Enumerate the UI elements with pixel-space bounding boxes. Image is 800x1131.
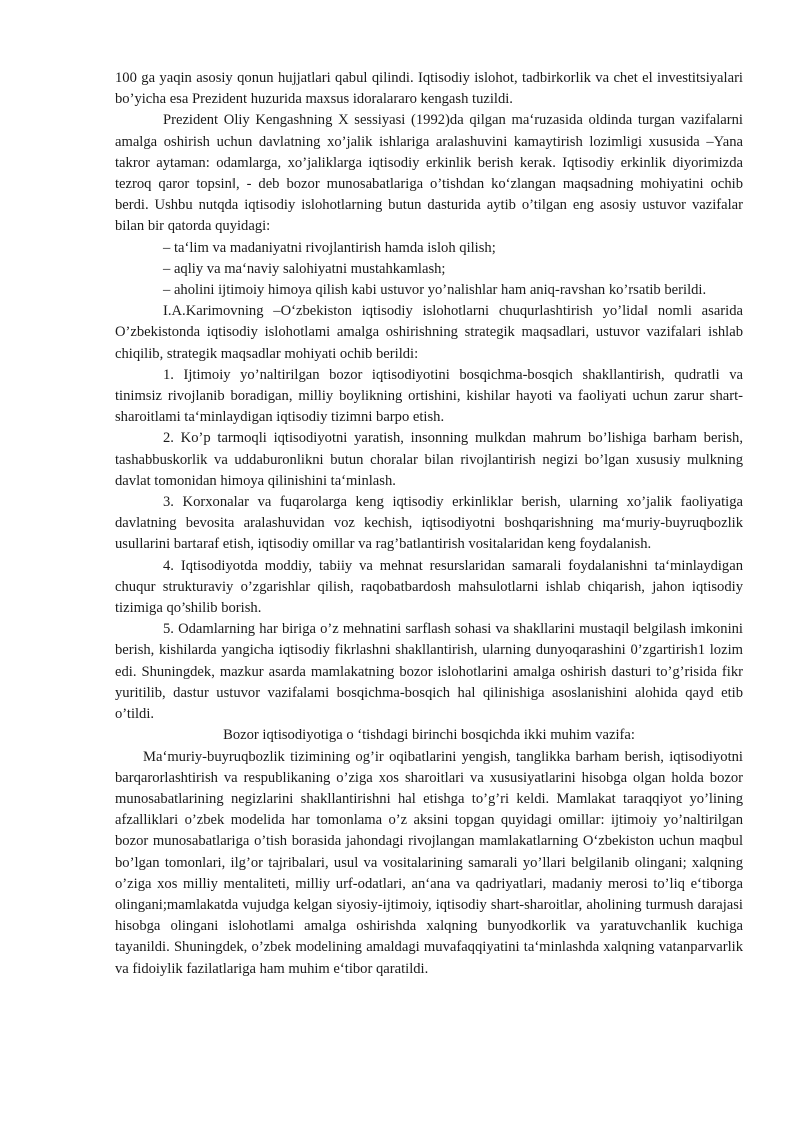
paragraph-president-speech: Prezident Oliy Kengashning X sessiyasi (1992)da qilgan ma‘ruzasida oldinda turgan vazifalarni amalga oshirish uchun davlatning xo’jalik ishlariga aralashuvini kamaytirish lozimligi xususida –Yana takror aytaman: odamlarga, xo’jaliklarga iqtisodiy erkinlik berish kerak. Iqtisodiy erkinlik diyorimizda tezroq qaror topsin‖, - deb bozor munosabatlariga o’tishdan ko‘zlangan maqsadning mohiyatini ochib berdi. Ushbu nutqda iqtisodiy islohotlarning butun dasturida aytib o’tilgan eng asosiy ustuvor vazifalar bilan bir qatorda quyidagi: — [115, 112, 743, 235]
numbered-item-5: 5. Odamlarning har biriga o’z mehnatini sarflash sohasi va shakllarini mustaqil belgilash imkonini berish, kishilarda yangicha iqtisodiy fikrlashni shakllantirish, ularning dunyoqarashini 0’zgartirish1 lozim edi. Shuningdek, mazkur asarda mamlakatning bozor islohotlarini amalga oshirish dasturi to’g’risida fikr yuritilib, dastur ustuvor vazifalami bosqichma-bosqich hal qilinishiga asoslanishini alohida qayd etib o’tildi. — [115, 621, 743, 723]
numbered-item-2: 2. Ko’p tarmoqli iqtisodiyotni yaratish, insonning mulkdan mahrum bo’lishiga barham berish, tashabbuskorlik va uddaburonlikni butun choralar bilan rivojlantirish negizi bo’lgan xususiy mulkning davlat tomonidan himoya qilinishini ta‘minlash. — [115, 430, 743, 489]
list-item-dash: – aqliy va ma‘naviy salohiyatni mustahkamlash; — [163, 260, 446, 277]
section-heading: Bozor iqtisodiyotiga o ‘tishdagi birinchi bosqichda ikki muhim vazifa: — [223, 727, 635, 744]
list-item-dash: – aholini ijtimoiy himoya qilish kabi ustuvor yo’nalishlar ham aniq-ravshan ko’rsatib berildi. — [163, 282, 707, 299]
numbered-item-1: 1. Ijtimoiy yo’naltirilgan bozor iqtisodiyotini bosqichma-bosqich shakllantirish, qudratli va tinimsiz rivojlanib boradigan, milliy boylikning ortishini, kishilar hayoti va faoliyati uchun zarur shart-sharoitlami ta‘minlaydigan iqtisodiy tizimni barpo etish. — [115, 366, 743, 426]
paragraph-karimov-work: I.A.Karimovning –O‘zbekiston iqtisodiy islohotlarni chuqurlashtirish yo’lida‖ nomli asarida O’zbekistonda iqtisodiy islohotlami amalga oshirishning strategik maqsadlari, ustuvor vazifalari ishlab chiqilib, strategik maqsadlar mohiyati ochib berildi: — [115, 303, 743, 362]
document-page — [115, 68, 743, 980]
paragraph-first-stage: Ma‘muriy-buyruqbozlik tizimining og’ir oqibatlarini yengish, tanglikka barham berish, iqtisodiyotni barqarorlashtirish va respublikaning o’ziga xos sharoitlari va xususiyatlarini hisobga olgan holda bozor munosabatlarining negizlarini shakllantirishni hal etishga to’g’ri keldi. Mamlakat taraqqiyot yo’lining afzalliklari o’zbek modelida har tomonlama o’z aksini topgan quyidagi omillar: ijtimoiy yo’naltirilgan bozor munosabatlariga o’tish borasida jahondagi rivojlangan mamlakatlarning O‘zbekiston uchun maqbul bo’lgan tomonlari, ilg’or tajribalari, usul va vositalarining samarali yo’llari belgilanib olingani; xalqning o’ziga xos milliy mentaliteti, milliy urf-odatlari, an‘ana va qadriyatlari, madaniy merosi to’liq e‘tiborga olingani;mamlakatda vujudga kelgan siyosiy-ijtimoiy, iqtisodiy shart-sharoitlar, aholining turmush darajasi hisobga olingani islohotlami amalga oshirishda xalqning bunyodkorlik va yaratuvchanlik kuchiga tayanildi. Shuningdek, o’zbek modelining amaldagi muvafaqqiyatini ta‘minlashda xalqning vatanparvarlik va fidoiylik fazilatlariga ham muhim e‘tibor qaratildi. — [115, 748, 743, 977]
list-item-dash: – ta‘lim va madaniyatni rivojlantirish hamda isloh qilish; — [163, 239, 496, 256]
numbered-item-4: 4. Iqtisodiyotda moddiy, tabiiy va mehnat resurslaridan samarali foydalanishni ta‘minlaydigan chuqur strukturaviy o’zgarishlar qilish, raqobatbardosh mahsulotlarni ishlab chiqarish, jahon iqtisodiy tizimiga qo’shilib borish. — [115, 557, 743, 617]
paragraph-intro: 100 ga yaqin asosiy qonun hujjatlari qabul qilindi. Iqtisodiy islohot, tadbirkorlik va chet el investitsiyalari bo’yicha esa Prezident huzurida maxsus idoralararo kengash tuzildi. — [115, 70, 743, 108]
numbered-item-3: 3. Korxonalar va fuqarolarga keng iqtisodiy erkinliklar berish, ularning xo’jalik faoliyatiga davlatning bevosita aralashuvidan voz kechish, iqtisodiyotni boshqarishning ma‘muriy-buyruqbozlik usullarini bartaraf etish, iqtisodiy omillar va rag’batlantirish vositalaridan keng foydalanish. — [115, 494, 743, 553]
